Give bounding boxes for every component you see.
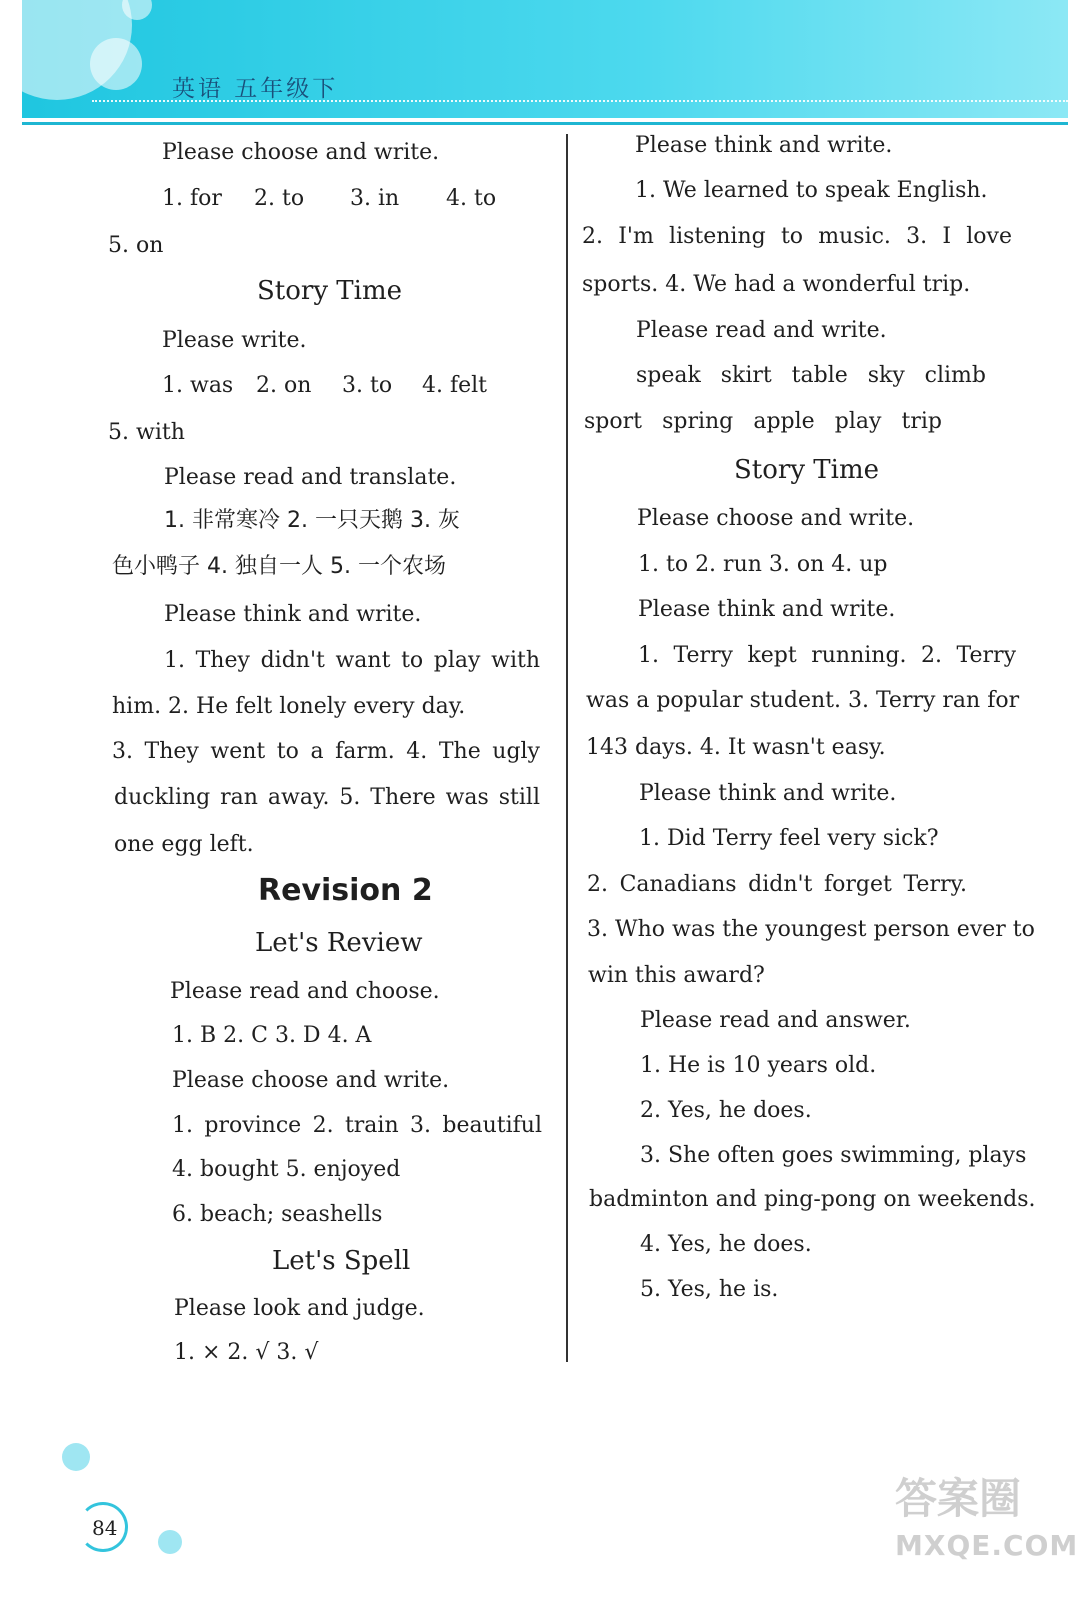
answer-line: 5. Yes, he is.: [640, 1277, 779, 1302]
answer-item: 3. to: [342, 373, 393, 398]
answer-line: 4. bought 5. enjoyed: [172, 1157, 401, 1182]
answer-line: 1. He is 10 years old.: [640, 1053, 877, 1078]
decorative-dot: [62, 1443, 90, 1471]
instruction: Please read and choose.: [170, 979, 440, 1004]
answer-item: 4. felt: [422, 373, 488, 398]
section-heading: Let's Spell: [272, 1246, 411, 1276]
answer-line: 1. We learned to speak English.: [635, 178, 988, 203]
instruction: Please choose and write.: [637, 506, 915, 531]
answer-line: 1. B 2. C 3. D 4. A: [172, 1023, 372, 1048]
answer-line: speak skirt table sky climb: [636, 363, 986, 388]
instruction: Please think and write.: [639, 781, 897, 806]
answer-line: 1. Did Terry feel very sick?: [639, 826, 939, 851]
answer-line: one egg left.: [114, 832, 254, 857]
answer-line: 2. Canadians didn't forget Terry.: [587, 872, 967, 897]
answer-line: 143 days. 4. It wasn't easy.: [586, 735, 886, 760]
answer-line: 2. I'm listening to music. 3. I love: [582, 224, 1012, 249]
answer-item: 2. on: [256, 373, 312, 398]
answer-line: duckling ran away. 5. There was still: [114, 785, 540, 810]
page-number-badge: [78, 1500, 128, 1556]
answer-item: 3. in: [350, 186, 400, 211]
page-header-band: [22, 0, 1068, 118]
answer-line: 1. They didn't want to play with: [164, 648, 540, 673]
answer-line: 1. Terry kept running. 2. Terry: [638, 643, 1016, 668]
watermark-logo: 答案圈: [895, 1474, 1022, 1523]
answer-line: 3. Who was the youngest person ever to: [587, 917, 1035, 942]
answer-item: 4. to: [446, 186, 497, 211]
instruction: Please choose and write.: [162, 140, 440, 165]
unit-heading: Revision 2: [258, 873, 433, 908]
answer-line: 色小鸭子 4. 独自一人 5. 一个农场: [112, 554, 446, 579]
decorative-bubble: [90, 38, 142, 90]
answer-item: 1. was: [162, 373, 234, 398]
instruction: Please think and write.: [164, 602, 422, 627]
book-title: 英语 五年级下: [172, 76, 339, 102]
answer-line: badminton and ping-pong on weekends.: [589, 1187, 1036, 1212]
page-number: 84: [92, 1516, 118, 1540]
instruction: Please choose and write.: [172, 1068, 450, 1093]
answer-line: was a popular student. 3. Terry ran for: [586, 688, 1020, 713]
answer-line: 1. × 2. √ 3. √: [174, 1340, 319, 1365]
answer-line: 3. She often goes swimming, plays: [640, 1143, 1027, 1168]
answer-line: sport spring apple play trip: [584, 409, 942, 434]
instruction: Please think and write.: [638, 597, 896, 622]
instruction: Please read and answer.: [640, 1008, 911, 1033]
watermark-url: MXQE.COM: [895, 1529, 1079, 1562]
answer-line: 4. Yes, he does.: [640, 1232, 812, 1257]
answer-line: 3. They went to a farm. 4. The ugly: [112, 739, 540, 764]
answer-item: 5. on: [108, 233, 164, 258]
answer-item: 2. to: [254, 186, 305, 211]
column-divider: [566, 134, 568, 1362]
section-heading: Let's Review: [255, 928, 423, 958]
answer-line: 1. province 2. train 3. beautiful: [172, 1113, 542, 1138]
section-heading: Story Time: [257, 276, 402, 306]
instruction: Please look and judge.: [174, 1296, 425, 1321]
answer-line: sports. 4. We had a wonderful trip.: [582, 272, 971, 297]
section-heading: Story Time: [734, 455, 879, 485]
answer-line: 6. beach; seashells: [172, 1202, 383, 1227]
answer-line: 1. 非常寒冷 2. 一只天鹅 3. 灰: [164, 508, 460, 533]
instruction: Please read and translate.: [164, 465, 457, 490]
answer-item: 1. for: [162, 186, 222, 211]
answer-line: him. 2. He felt lonely every day.: [112, 694, 466, 719]
instruction: Please write.: [162, 328, 307, 353]
instruction: Please read and write.: [636, 318, 887, 343]
answer-item: 5. with: [108, 420, 185, 445]
decorative-dot: [158, 1530, 182, 1554]
header-rule: [22, 122, 1068, 125]
instruction: Please think and write.: [635, 133, 893, 158]
answer-line: 1. to 2. run 3. on 4. up: [638, 552, 888, 577]
answer-line: 2. Yes, he does.: [640, 1098, 812, 1123]
answer-line: win this award?: [588, 963, 765, 988]
